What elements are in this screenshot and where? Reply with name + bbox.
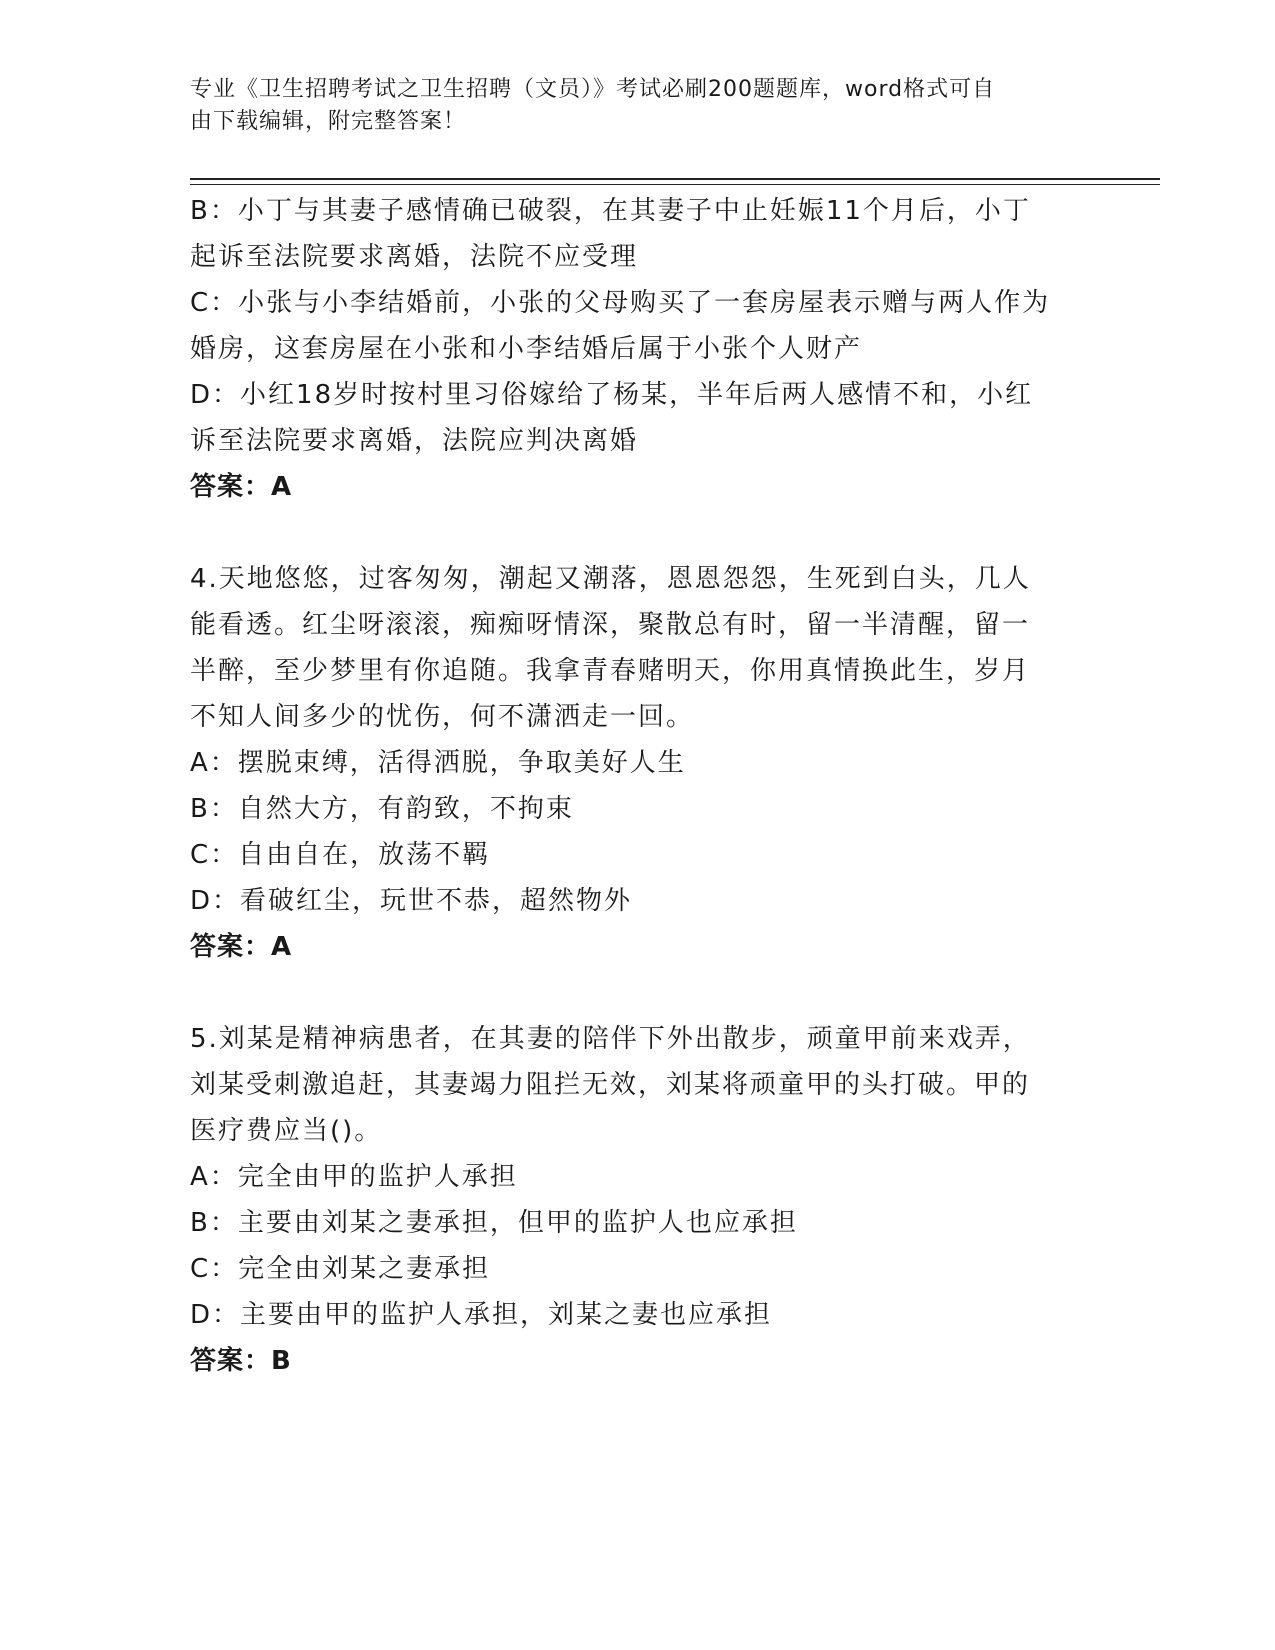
- q4-option-b: B：自然大方，有韵致，不拘束: [190, 794, 574, 824]
- q3-option-c-line-1: C：小张与小李结婚前，小张的父母购买了一套房屋表示赠与两人作为: [190, 288, 1051, 318]
- question-content: [190, 188, 1090, 1384]
- question-3: [190, 188, 1090, 510]
- section-gap: [190, 510, 1090, 556]
- header-line-2: 由下载编辑，附完整答案！: [190, 109, 467, 134]
- q5-option-b: B：主要由刘某之妻承担，但甲的监护人也应承担: [190, 1208, 798, 1238]
- q5-option-d: D：主要由甲的监护人承担，刘某之妻也应承担: [190, 1300, 773, 1330]
- q5-stem-line-2: 刘某受刺激追赶，其妻竭力阻拦无效，刘某将顽童甲的头打破。甲的: [190, 1070, 1031, 1100]
- q5-stem-line-3: 医疗费应当()。: [190, 1116, 383, 1146]
- q4-stem-line-3: 半醉，至少梦里有你追随。我拿青春赌明天，你用真情换此生，岁月: [190, 656, 1031, 686]
- q3-option-d-line-2: 诉至法院要求离婚，法院应判决离婚: [190, 426, 639, 456]
- q3-option-c-line-2: 婚房，这套房屋在小张和小李结婚后属于小张个人财产: [190, 334, 863, 364]
- document-header: [190, 74, 1070, 138]
- q4-stem-line-2: 能看透。红尘呀滚滚，痴痴呀情深，聚散总有时，留一半清醒，留一: [190, 610, 1031, 640]
- q4-stem-line-4: 不知人间多少的忧伤，何不潇洒走一回。: [190, 702, 695, 732]
- q4-option-c: C：自由自在，放荡不羁: [190, 840, 491, 870]
- header-line-1: 专业《卫生招聘考试之卫生招聘（文员）》考试必刷200题题库，word格式可自: [190, 77, 996, 102]
- question-5: [190, 1016, 1090, 1384]
- q3-option-d-line-1: D：小红18岁时按村里习俗嫁给了杨某，半年后两人感情不和，小红: [190, 380, 1034, 410]
- q4-answer: 答案：A: [190, 932, 293, 962]
- q4-stem-line-1: 4.天地悠悠，过客匆匆，潮起又潮落，恩恩怨怨，生死到白头，几人: [190, 564, 1031, 594]
- section-gap: [190, 970, 1090, 1016]
- header-divider-thin: [190, 184, 1160, 185]
- q5-option-c: C：完全由刘某之妻承担: [190, 1254, 491, 1284]
- question-4: [190, 556, 1090, 970]
- q3-option-b-line-2: 起诉至法院要求离婚，法院不应受理: [190, 242, 639, 272]
- q4-option-a: A：摆脱束缚，活得洒脱，争取美好人生: [190, 748, 686, 778]
- header-divider-thick: [190, 178, 1160, 180]
- q3-answer: 答案：A: [190, 472, 293, 502]
- q5-stem-line-1: 5.刘某是精神病患者，在其妻的陪伴下外出散步，顽童甲前来戏弄，: [190, 1024, 1031, 1054]
- q4-option-d: D：看破红尘，玩世不恭，超然物外: [190, 886, 633, 916]
- q5-option-a: A：完全由甲的监护人承担: [190, 1162, 518, 1192]
- q3-option-b-line-1: B：小丁与其妻子感情确已破裂，在其妻子中止妊娠11个月后，小丁: [190, 196, 1031, 226]
- q5-answer: 答案：B: [190, 1346, 292, 1376]
